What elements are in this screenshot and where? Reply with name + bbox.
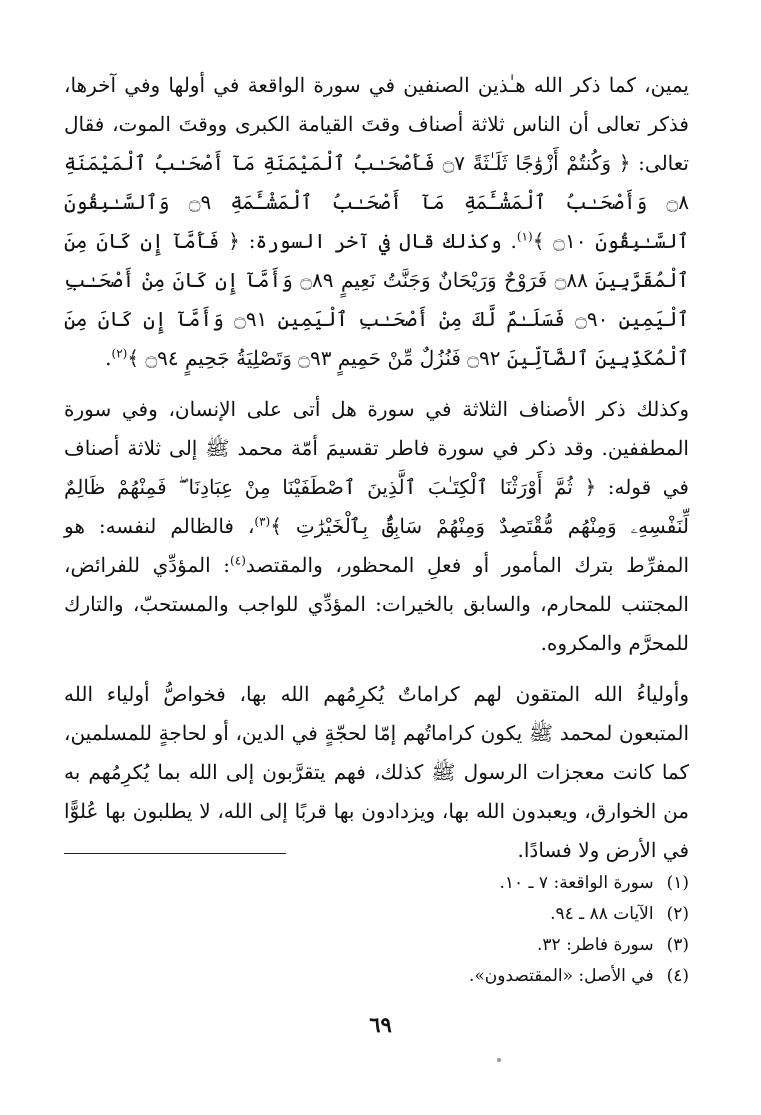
main-text [64,66,689,870]
footnote-number: (٢) [666,904,689,924]
paragraph-1-end: . [105,346,112,370]
footnote-ref-3: (٣) [254,514,271,529]
paragraph-3 [64,675,689,870]
paragraph-2 [64,390,689,663]
footnote-text: الآيات ٨٨ ـ ٩٤. [550,904,654,924]
footnote-number: (٣) [666,935,689,955]
page-number: ٦٩ [369,1012,392,1037]
paragraph-1-tail: . وكذلك قال في آخر السورة: ﴿ فَأَمَّآ إِن كَانَ مِنَ ٱلْمُقَرَّبِينَ ۝٨٨ فَرَوْحٌ وَرَيْحَانٌ وَجَنَّتُ نَعِيمٍ ۝٨٩ وَأَمَّآ إِن كَانَ مِنْ أَصْحَـٰبِ ٱلْيَمِينِ ۝٩٠ فَسَلَـٰمٌ لَّكَ مِنْ أَصْحَـٰبِ ٱلْيَمِينِ ۝٩١ وَأَمَّآ إِن كَانَ مِنَ ٱلْمُكَذِّبِينَ ٱلضَّآلِّينَ ۝٩٢ فَنُزُلٌ مِّنْ حَمِيمٍ ۝٩٣ وَتَصْلِيَةُ جَحِيمٍ ۝٩٤ ﴾ [64,229,689,370]
paragraph-2-text: وكذلك ذكر الأصناف الثلاثة في سورة هل أتى على الإنسان، وفي سورة المطففين. وقد ذكر في سورة فاطر تقسيمَ أمّة محمد ﷺ إلى ثلاثة أصناف في قوله: ﴿ ثُمَّ أَوْرَثْنَا ٱلْكِتَـٰبَ ٱلَّذِينَ ٱصْطَفَيْنَا مِنْ عِبَادِنَا ۖ فَمِنْهُمْ ظَالِمٌ لِّنَفْسِهِۦ وَمِنْهُم مُّقْتَصِدٌ وَمِنْهُمْ سَابِقٌۢ بِٱلْخَيْرَٰتِ ﴾ [64,397,689,538]
footnote-2 [64,899,689,930]
paragraph-1-text: يمين، كما ذكر الله هـٰذين الصنفين في سورة الواقعة في أولها وفي آخرها، فذكر تعالى أن الناس ثلاثة أصناف وقتَ القيامة الكبرى ووقتَ الموت، فقال تعالى: ﴿ وَكُنتُمْ أَزْوَٰجًا ثَلَـٰثَةً ۝٧ فَأَصْحَـٰبُ ٱلْمَيْمَنَةِ مَآ أَصْحَـٰبُ ٱلْمَيْمَنَةِ ۝٨ وَأَصْحَـٰبُ ٱلْمَشْـَٔمَةِ مَآ أَصْحَـٰبُ ٱلْمَشْـَٔمَةِ ۝٩ وَٱلسَّـٰبِقُونَ ٱلسَّـٰبِقُونَ ۝١٠ ﴾ [64,73,690,253]
footnote-text: سورة فاطر: ٣٢. [537,935,654,955]
paragraph-1 [64,66,689,378]
footnote-1 [64,868,689,899]
footnote-number: (٤) [666,966,689,986]
footnote-ref-2: (٢) [111,346,128,361]
footnote-number: (١) [666,873,689,893]
footnote-4 [64,961,689,992]
footnote-ref-4: (٤) [230,553,246,568]
footnote-3 [64,930,689,961]
footnote-text: في الأصل: «المقتصدون». [469,966,654,986]
footnote-text: سورة الواقعة: ٧ ـ ١٠. [499,873,654,893]
footnote-divider [64,853,286,854]
paragraph-2-tail: ، فالظالم لنفسه: هو المفرِّط بترك المأمور أو فعلِ المحظور، والمقتصد [64,514,690,577]
paragraph-3-text: وأولياءُ الله المتقون لهم كراماتٌ يُكرِمُهم الله بها، فخواصُّ أولياء الله المتبعون لمحمد ﷺ يكون كراماتُهم إمّا لحجّةٍ في الدين، أو لحاجةٍ للمسلمين، كما كانت معجزات الرسول ﷺ كذلك، فهم يتقرَّبون إلى الله بما يُكرِمُهم به من الخوارق، ويعبدون الله بها، ويزدادون بها قربًا إلى الله، لا يطلبون بها عُلوًّا في الأرض ولا فسادًا. [64,682,689,862]
scan-speck [497,1058,501,1062]
paragraph-2-end: : المؤدِّي للفرائض، المجتنب للمحارم، والسابق بالخيرات: المؤدِّي للواجب والمستحبّ، والتارك للمحرَّم والمكروه. [64,553,689,655]
footnote-ref-1: (١) [516,229,533,244]
footnotes-list [64,868,689,992]
